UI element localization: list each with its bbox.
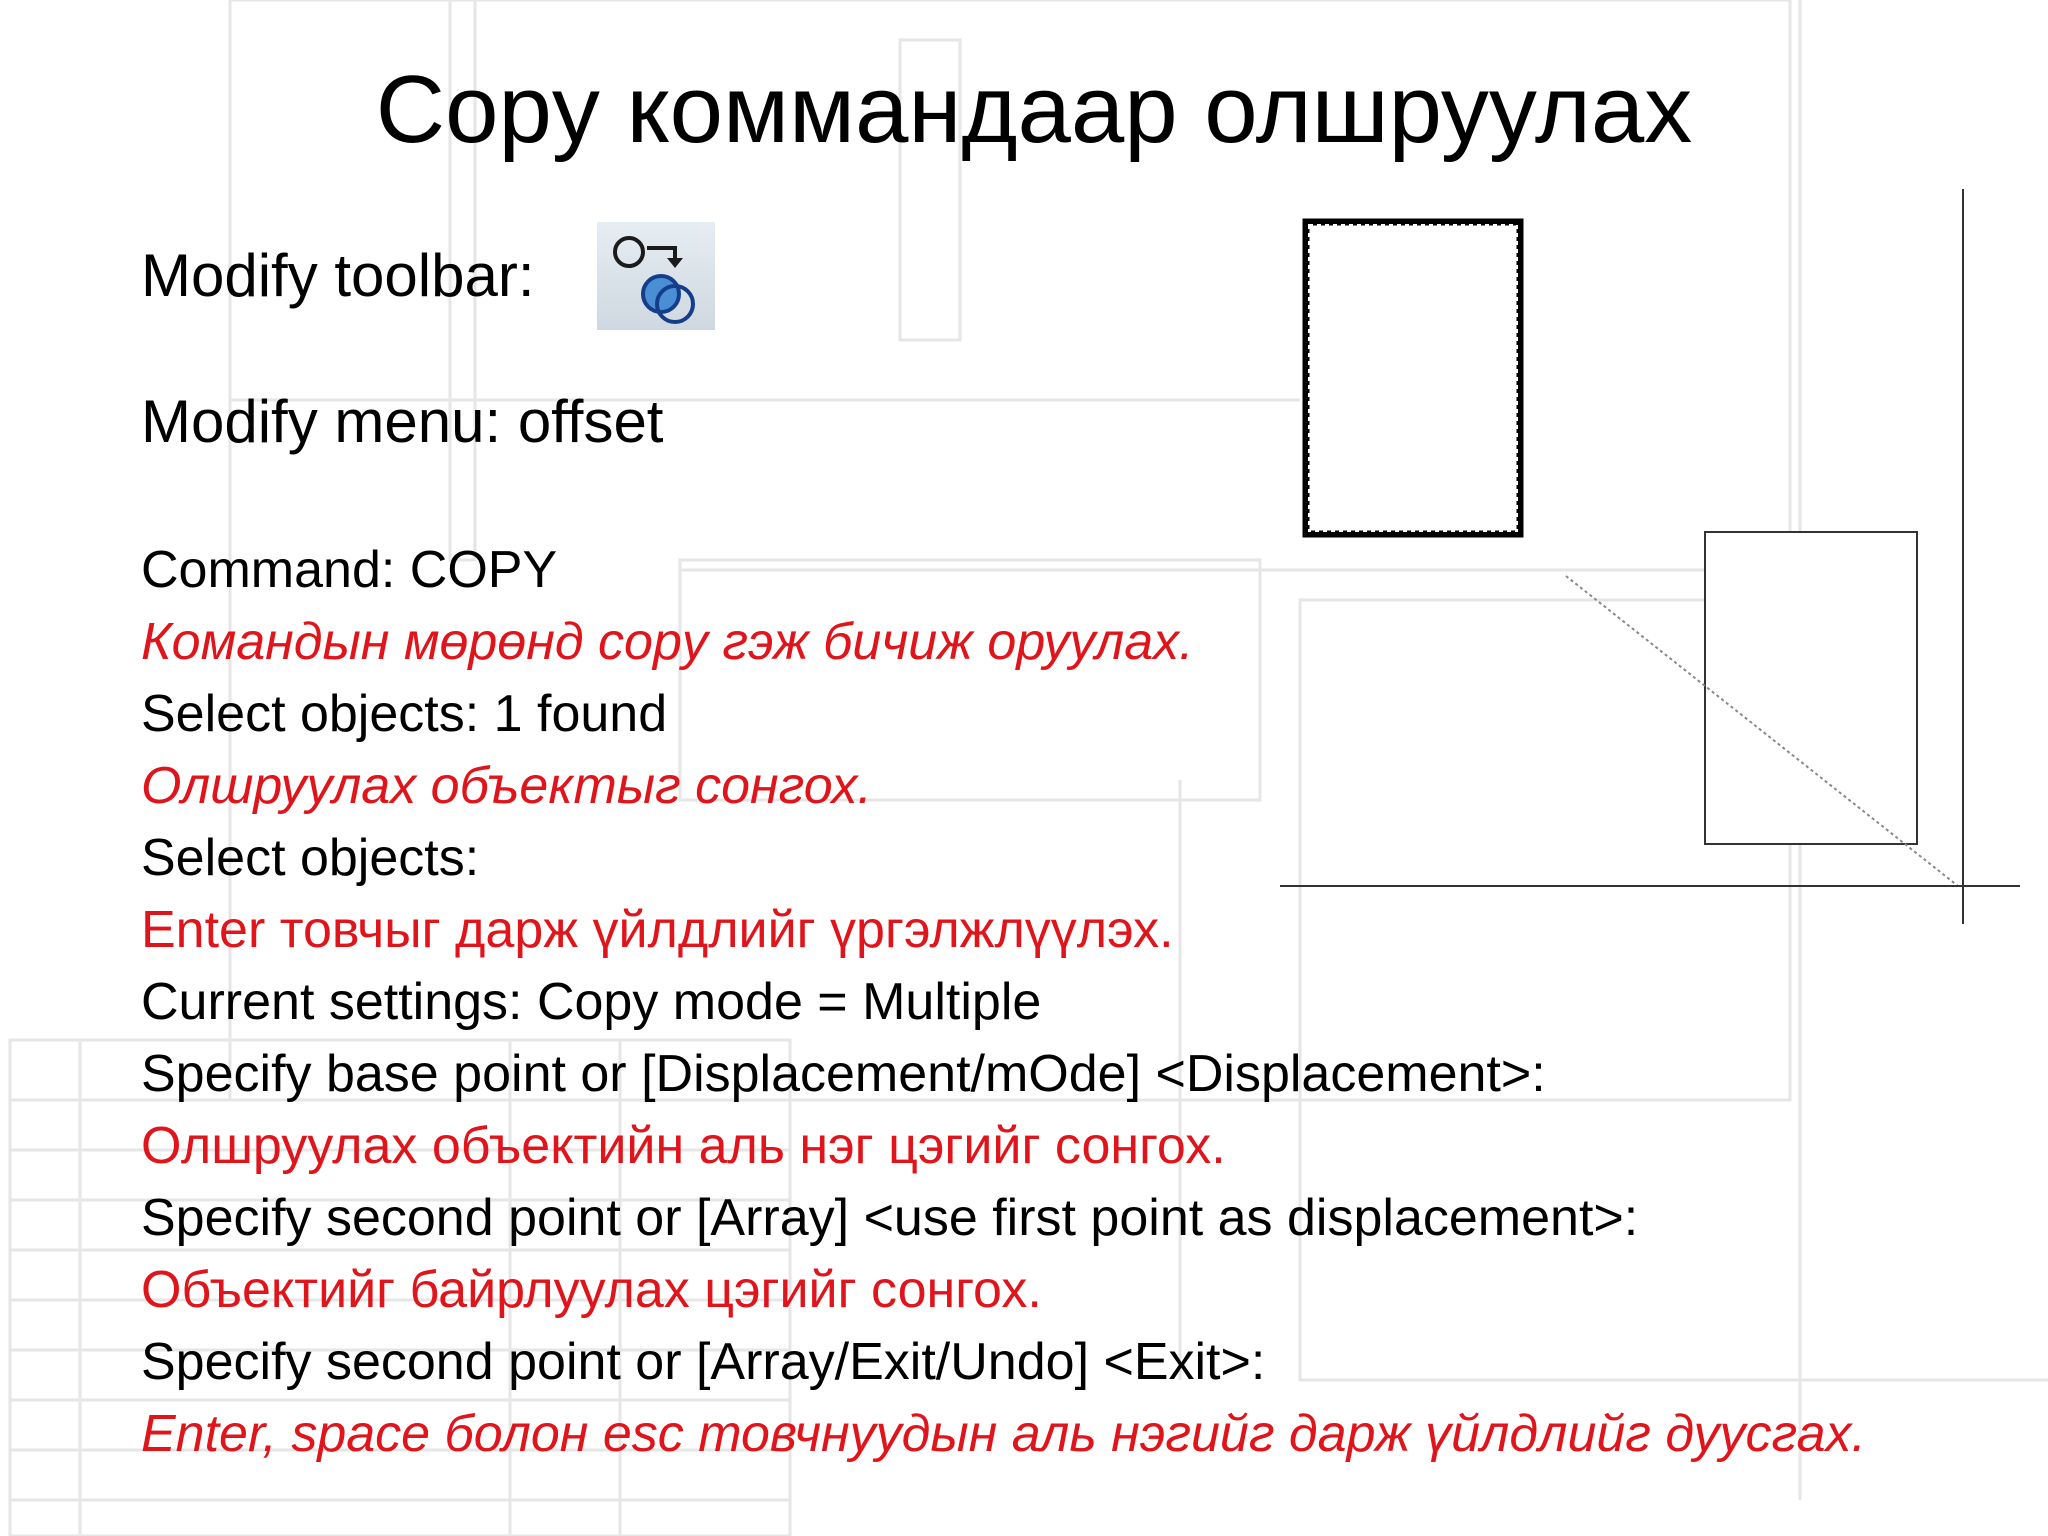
command-step: Select objects: 1 found — [141, 685, 668, 743]
copy-diagram — [1278, 186, 2028, 926]
command-step: Олшруулах объектийн аль нэг цэгийг сонгох. — [141, 1117, 1226, 1175]
copied-rectangle — [1705, 532, 1917, 844]
command-step: Specify base point or [Displacement/mOde] <Displacement>: — [141, 1045, 1546, 1103]
copy-icon — [597, 222, 715, 330]
original-rectangle — [1306, 222, 1520, 534]
toolbar-label: Modify toolbar: — [141, 242, 535, 309]
command-step: Specify second point or [Array] <use first point as displacement>: — [141, 1189, 1639, 1247]
command-step: Enter товчыг дарж үйлдлийг үргэлжлүүлэх. — [141, 901, 1174, 959]
command-step: Command: COPY — [141, 541, 558, 599]
command-step: Specify second point or [Array/Exit/Undo] <Exit>: — [141, 1333, 1266, 1391]
command-step: Select objects: — [141, 829, 480, 887]
command-step: Командын мөрөнд copy гэж бичиж оруулах. — [141, 613, 1194, 671]
command-step: Enter, space болон esc товчнуудын аль нэгийг дарж үйлдлийг дуусгах. — [141, 1405, 1866, 1463]
menu-label: Modify menu: offset — [141, 388, 664, 455]
command-step: Олшруулах объектыг сонгох. — [141, 757, 872, 815]
command-step: Current settings: Copy mode = Multiple — [141, 973, 1042, 1031]
command-step: Объектийг байрлуулах цэгийг сонгох. — [141, 1261, 1042, 1319]
slide-title: Copy коммандаар олшруулах — [375, 56, 1693, 163]
